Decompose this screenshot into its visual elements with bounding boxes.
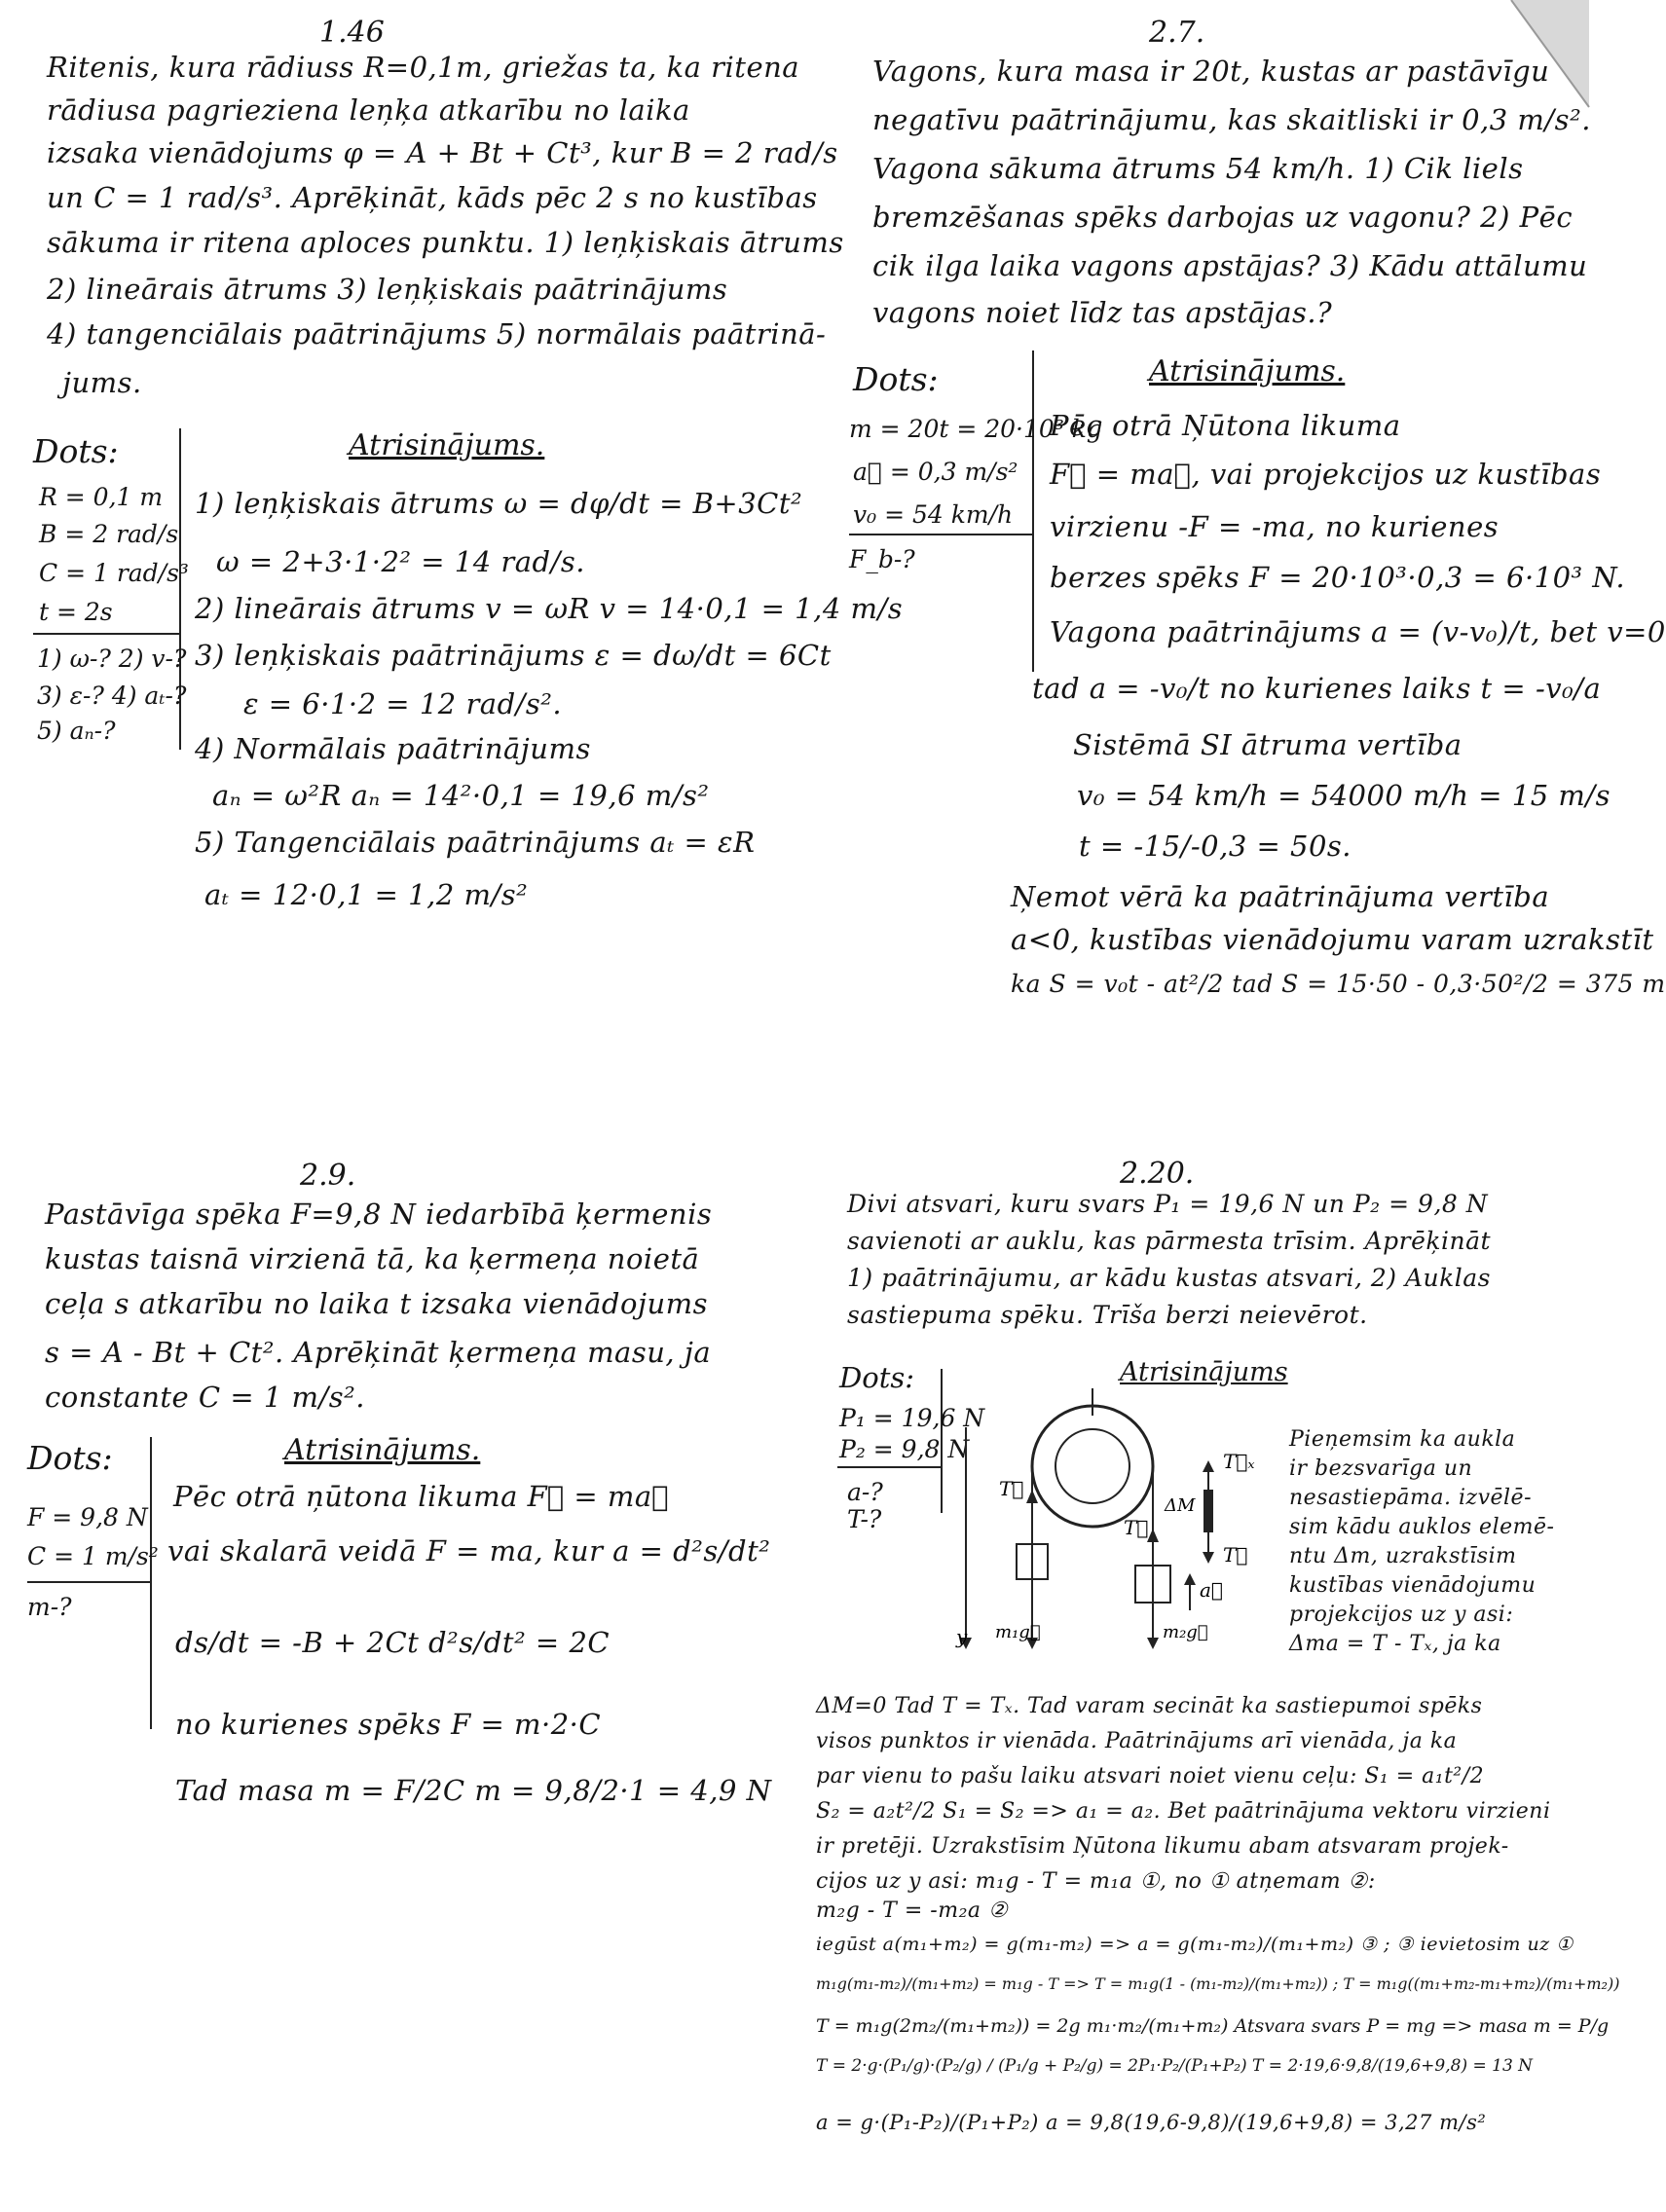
pulley-wheel (1032, 1406, 1153, 1527)
given-divider-horizontal (33, 633, 181, 635)
solution-heading: Atrisinājums. (284, 1433, 481, 1467)
problem-text-line: Ritenis, kura rādiuss R=0,1m, griežas ta, ka ritena (47, 51, 800, 84)
given-value: m = 20t = 20·10³ kg (849, 415, 1102, 443)
unknown-value: 5) aₙ-? (37, 717, 116, 745)
problem-text-line: constante C = 1 m/s². (45, 1381, 366, 1414)
given-value: C = 1 m/s² (27, 1542, 159, 1570)
side-note-line: Δma = T - Tₓ, ja ka (1289, 1632, 1501, 1656)
given-value: P₁ = 19,6 N (839, 1404, 985, 1432)
given-value: R = 0,1 m (39, 483, 164, 511)
solution-line: v₀ = 54 km/h = 54000 m/h = 15 m/s (1077, 779, 1611, 812)
dots-label: Dots: (27, 1439, 113, 1477)
given-value: C = 1 rad/s³ (39, 559, 189, 587)
label-delta-m: ΔM (1165, 1495, 1196, 1516)
label-m2g: m₂g⃗ (1163, 1622, 1208, 1642)
solution-line: 1) leņķiskais ātrums ω = dφ/dt = B+3Ct² (195, 487, 803, 520)
given-divider-horizontal (27, 1581, 152, 1583)
gravity-m2-arrow (1147, 1638, 1159, 1649)
problem-2-20 (795, 1106, 1620, 2212)
solution-line: no kurienes spēks F = m·2·C (175, 1708, 602, 1741)
problem-text-line: izsaka vienādojums φ = A + Bt + Ct³, kur B = 2 rad/s (47, 136, 838, 169)
t-arrow-right (1147, 1529, 1159, 1542)
side-note-line: nesastiepāma. izvēlē- (1289, 1486, 1533, 1510)
problem-number: 2.9. (300, 1159, 356, 1193)
problem-2-9 (0, 1106, 795, 2212)
given-value: v₀ = 54 km/h (853, 500, 1014, 529)
solution-line: Sistēmā SI ātruma vertība (1073, 728, 1462, 761)
dots-label: Dots: (853, 360, 939, 398)
solution-line: ΔM=0 Tad T = Tₓ. Tad varam secināt ka sastiepumoi spēks (816, 1694, 1483, 1718)
problem-text-line: vagons noiet līdz tas apstājas.? (872, 296, 1333, 329)
problem-text-line: sākuma ir ritena aploces punktu. 1) leņķiskais ātrums (47, 226, 844, 259)
unknown-value: 3) ε-? 4) aₜ-? (37, 682, 187, 710)
solution-line: ω = 2+3·1·2² = 14 rad/s. (216, 545, 585, 578)
solution-line: a<0, kustības vienādojumu varam uzrakstīt (1011, 923, 1654, 956)
solution-line: 5) Tangenciālais paātrinājums aₜ = εR (195, 826, 756, 859)
label-t-down: T⃗ (1223, 1543, 1248, 1567)
problem-text-line: savienoti ar auklu, kas pārmesta trīsim. Aprēķināt (847, 1227, 1492, 1255)
label-y: y (956, 1625, 968, 1648)
tx-arrow (1203, 1460, 1214, 1472)
problem-number: 2.20. (1120, 1157, 1195, 1191)
solution-line: 3) leņķiskais paātrinājums ε = dω/dt = 6Ct (195, 639, 832, 672)
problem-text-line: un C = 1 rad/s³. Aprēķināt, kāds pēc 2 s no kustības (47, 181, 818, 214)
side-note-line: kustības vienādojumu (1289, 1573, 1536, 1598)
solution-line: cijos uz y asi: m₁g - T = m₁a ①, no ① atņemam ②: (816, 1869, 1376, 1894)
solution-line: visos punktos ir vienāda. Paātrinājums arī vienāda, ja ka (816, 1729, 1458, 1753)
solution-line: virzienu -F = -ma, no kurienes (1050, 510, 1499, 543)
solution-line: aₜ = 12·0,1 = 1,2 m/s² (204, 878, 529, 911)
rope-element (1203, 1490, 1213, 1532)
solution-line: tad a = -v₀/t no kurienes laiks t = -v₀/a (1032, 672, 1602, 705)
problem-text-line: cik ilga laika vagons apstājas? 3) Kādu attālumu (872, 249, 1588, 282)
solution-line: ds/dt = -B + 2Ct d²s/dt² = 2C (175, 1626, 611, 1659)
label-t-right: T⃗ (1124, 1516, 1149, 1539)
given-value: B = 2 rad/s (39, 520, 179, 548)
side-note-line: ntu Δm, uzrakstīsim (1289, 1544, 1517, 1568)
unknown-value: 1) ω-? 2) v-? (37, 645, 187, 673)
problem-2-7 (795, 0, 1666, 1106)
problem-text-line: Pastāvīga spēka F=9,8 N iedarbībā ķermenis (45, 1198, 713, 1231)
problem-text-line: bremzēšanas spēks darbojas uz vagonu? 2) Pēc (872, 201, 1573, 234)
solution-heading: Atrisinājums. (1149, 354, 1346, 388)
problem-number: 1.46 (319, 16, 385, 50)
solution-line: S₂ = a₂t²/2 S₁ = S₂ => a₁ = a₂. Bet paātrinājuma vektoru virzieni (816, 1799, 1551, 1824)
given-divider-horizontal (837, 1466, 943, 1468)
problem-text-line: rādiusa pagriezienа leņķa atkarību no laika (47, 93, 690, 127)
given-value: F = 9,8 N (27, 1503, 148, 1531)
solution-heading: Atrisinājums (1120, 1357, 1288, 1387)
pulley-hub (1055, 1429, 1129, 1503)
unknown-value: a-? (847, 1478, 883, 1506)
problem-text-line: 2) lineārais ātrums 3) leņķiskais paātrinājums (47, 273, 728, 306)
solution-line: ka S = v₀t - at²/2 tad S = 15·50 - 0,3·50²/2 = 375 m (1011, 970, 1666, 998)
problem-text-line: 4) tangenciālais paātrinājums 5) normālais paātrinā- (47, 317, 827, 350)
unknown-value: F_b-? (849, 545, 915, 573)
label-tx: T⃗ₓ (1223, 1450, 1255, 1473)
solution-line: T = 2·g·(P₁/g)·(P₂/g) / (P₁/g + P₂/g) = 2P₁·P₂/(P₁+P₂) T = 2·19,6·9,8/(19,6+9,8) = 13 N (816, 2056, 1534, 2076)
problem-text-line: 1) paātrinājumu, ar kādu kustas atsvari, 2) Auklas (847, 1264, 1491, 1292)
solution-line: m₂g - T = -m₂a ② (816, 1899, 1009, 1923)
solution-line: t = -15/-0,3 = 50s. (1079, 830, 1352, 863)
solution-line: Pēc otrā Ņūtona likuma (1050, 409, 1401, 442)
solution-line: ε = 6·1·2 = 12 rad/s². (243, 687, 563, 720)
given-divider-horizontal (849, 534, 1034, 535)
solution-line: a = g·(P₁-P₂)/(P₁+P₂) a = 9,8(19,6-9,8)/(19,6+9,8) = 3,27 m/s² (816, 2111, 1487, 2134)
problem-number: 2.7. (1149, 16, 1205, 50)
unknown-value: m-? (27, 1593, 72, 1621)
solution-heading: Atrisinājums. (349, 428, 545, 462)
solution-line: ir pretēji. Uzrakstīsim Ņūtona likumu abam atsvaram projek- (816, 1834, 1509, 1859)
solution-line: vai skalarā veidā F = ma, kur a = d²s/dt² (167, 1534, 771, 1567)
given-value: t = 2s (39, 598, 113, 626)
problem-text-line: Divi atsvari, kuru svars P₁ = 19,6 N un P₂ = 9,8 N (847, 1190, 1489, 1218)
problem-text-line: ceļa s atkarību no laika t izsaka vienādojums (45, 1287, 709, 1320)
solution-line: Vagona paātrinājums a = (v-v₀)/t, bet v=0 (1050, 615, 1666, 648)
label-m1g: m₁g⃗ (995, 1622, 1041, 1642)
problem-text-line: Vagona sākuma ātrums 54 km/h. 1) Cik liels (872, 152, 1524, 185)
label-a-right: a⃗ (1200, 1578, 1223, 1602)
dots-label: Dots: (33, 432, 119, 470)
given-divider-vertical (1032, 350, 1034, 672)
side-note-line: projekcijos uz y asi: (1289, 1603, 1514, 1627)
side-note-line: Pieņemsim ka aukla (1289, 1427, 1516, 1452)
solution-line: par vienu to pašu laiku atsvari noiet vienu ceļu: S₁ = a₁t²/2 (816, 1764, 1485, 1788)
given-value: P₂ = 9,8 N (839, 1435, 970, 1463)
solution-line: F⃗ = ma⃗, vai projekcijos uz kustības (1050, 458, 1602, 491)
solution-line: Ņemot vērā ka paātrinājuma vertība (1011, 880, 1550, 913)
solution-line: aₙ = ω²R aₙ = 14²·0,1 = 19,6 m/s² (212, 779, 710, 812)
problem-text-line: kustas taisnā virzienā tā, ka ķermeņa noietā (45, 1242, 700, 1275)
problem-text-line: s = A - Bt + Ct². Aprēķināt ķermeņa masu, ja (45, 1336, 712, 1369)
problem-text-line: Vagons, kura masa ir 20t, kustas ar pastāvīgu (872, 55, 1550, 88)
pulley-diagram (956, 1388, 1268, 1651)
solution-line: 4) Normālais paātrinājums (195, 732, 591, 765)
solution-line: T = m₁g(2m₂/(m₁+m₂)) = 2g m₁·m₂/(m₁+m₂) Atsvara svars P = mg => masa m = P/g (816, 2015, 1610, 2037)
solution-line: m₁g(m₁-m₂)/(m₁+m₂) = m₁g - T => T = m₁g(1 - (m₁-m₂)/(m₁+m₂)) ; T = m₁g((m₁+m₂-m₁+m₂)/(m₁+m₂)) (816, 1974, 1620, 1993)
solution-line: Tad masa m = F/2C m = 9,8/2·1 = 4,9 N (175, 1774, 772, 1807)
accel-m2-arrow (1184, 1573, 1196, 1585)
label-t-left: T⃗ (999, 1477, 1024, 1500)
dots-label: Dots: (839, 1361, 915, 1394)
side-note-line: ir bezsvarīga un (1289, 1456, 1473, 1481)
solution-line: 2) lineārais ātrums v = ωR v = 14·0,1 = 1,4 m/s (195, 592, 904, 625)
solution-line: Pēc otrā ņūtona likuma F⃗ = ma⃗ (173, 1480, 670, 1513)
given-divider-vertical (150, 1437, 152, 1729)
given-value: a⃗ = 0,3 m/s² (853, 458, 1018, 486)
solution-line: berzes spēks F = 20·10³·0,3 = 6·10³ N. (1050, 561, 1626, 594)
problem-text-line: jums. (62, 366, 142, 399)
t-vector-down-arrow (1203, 1552, 1214, 1564)
unknown-value: T-? (847, 1505, 882, 1533)
side-note-line: sim kādu auklos elemē- (1289, 1515, 1555, 1539)
problem-text-line: negatīvu paātrinājumu, kas skaitliski ir 0,3 m/s². (872, 103, 1591, 136)
problem-text-line: sastiepuma spēku. Trīša berzi neievērot. (847, 1301, 1368, 1329)
solution-line: iegūst a(m₁+m₂) = g(m₁-m₂) => a = g(m₁-m₂)/(m₁+m₂) ③ ; ③ ievietosim uz ① (816, 1934, 1573, 1955)
